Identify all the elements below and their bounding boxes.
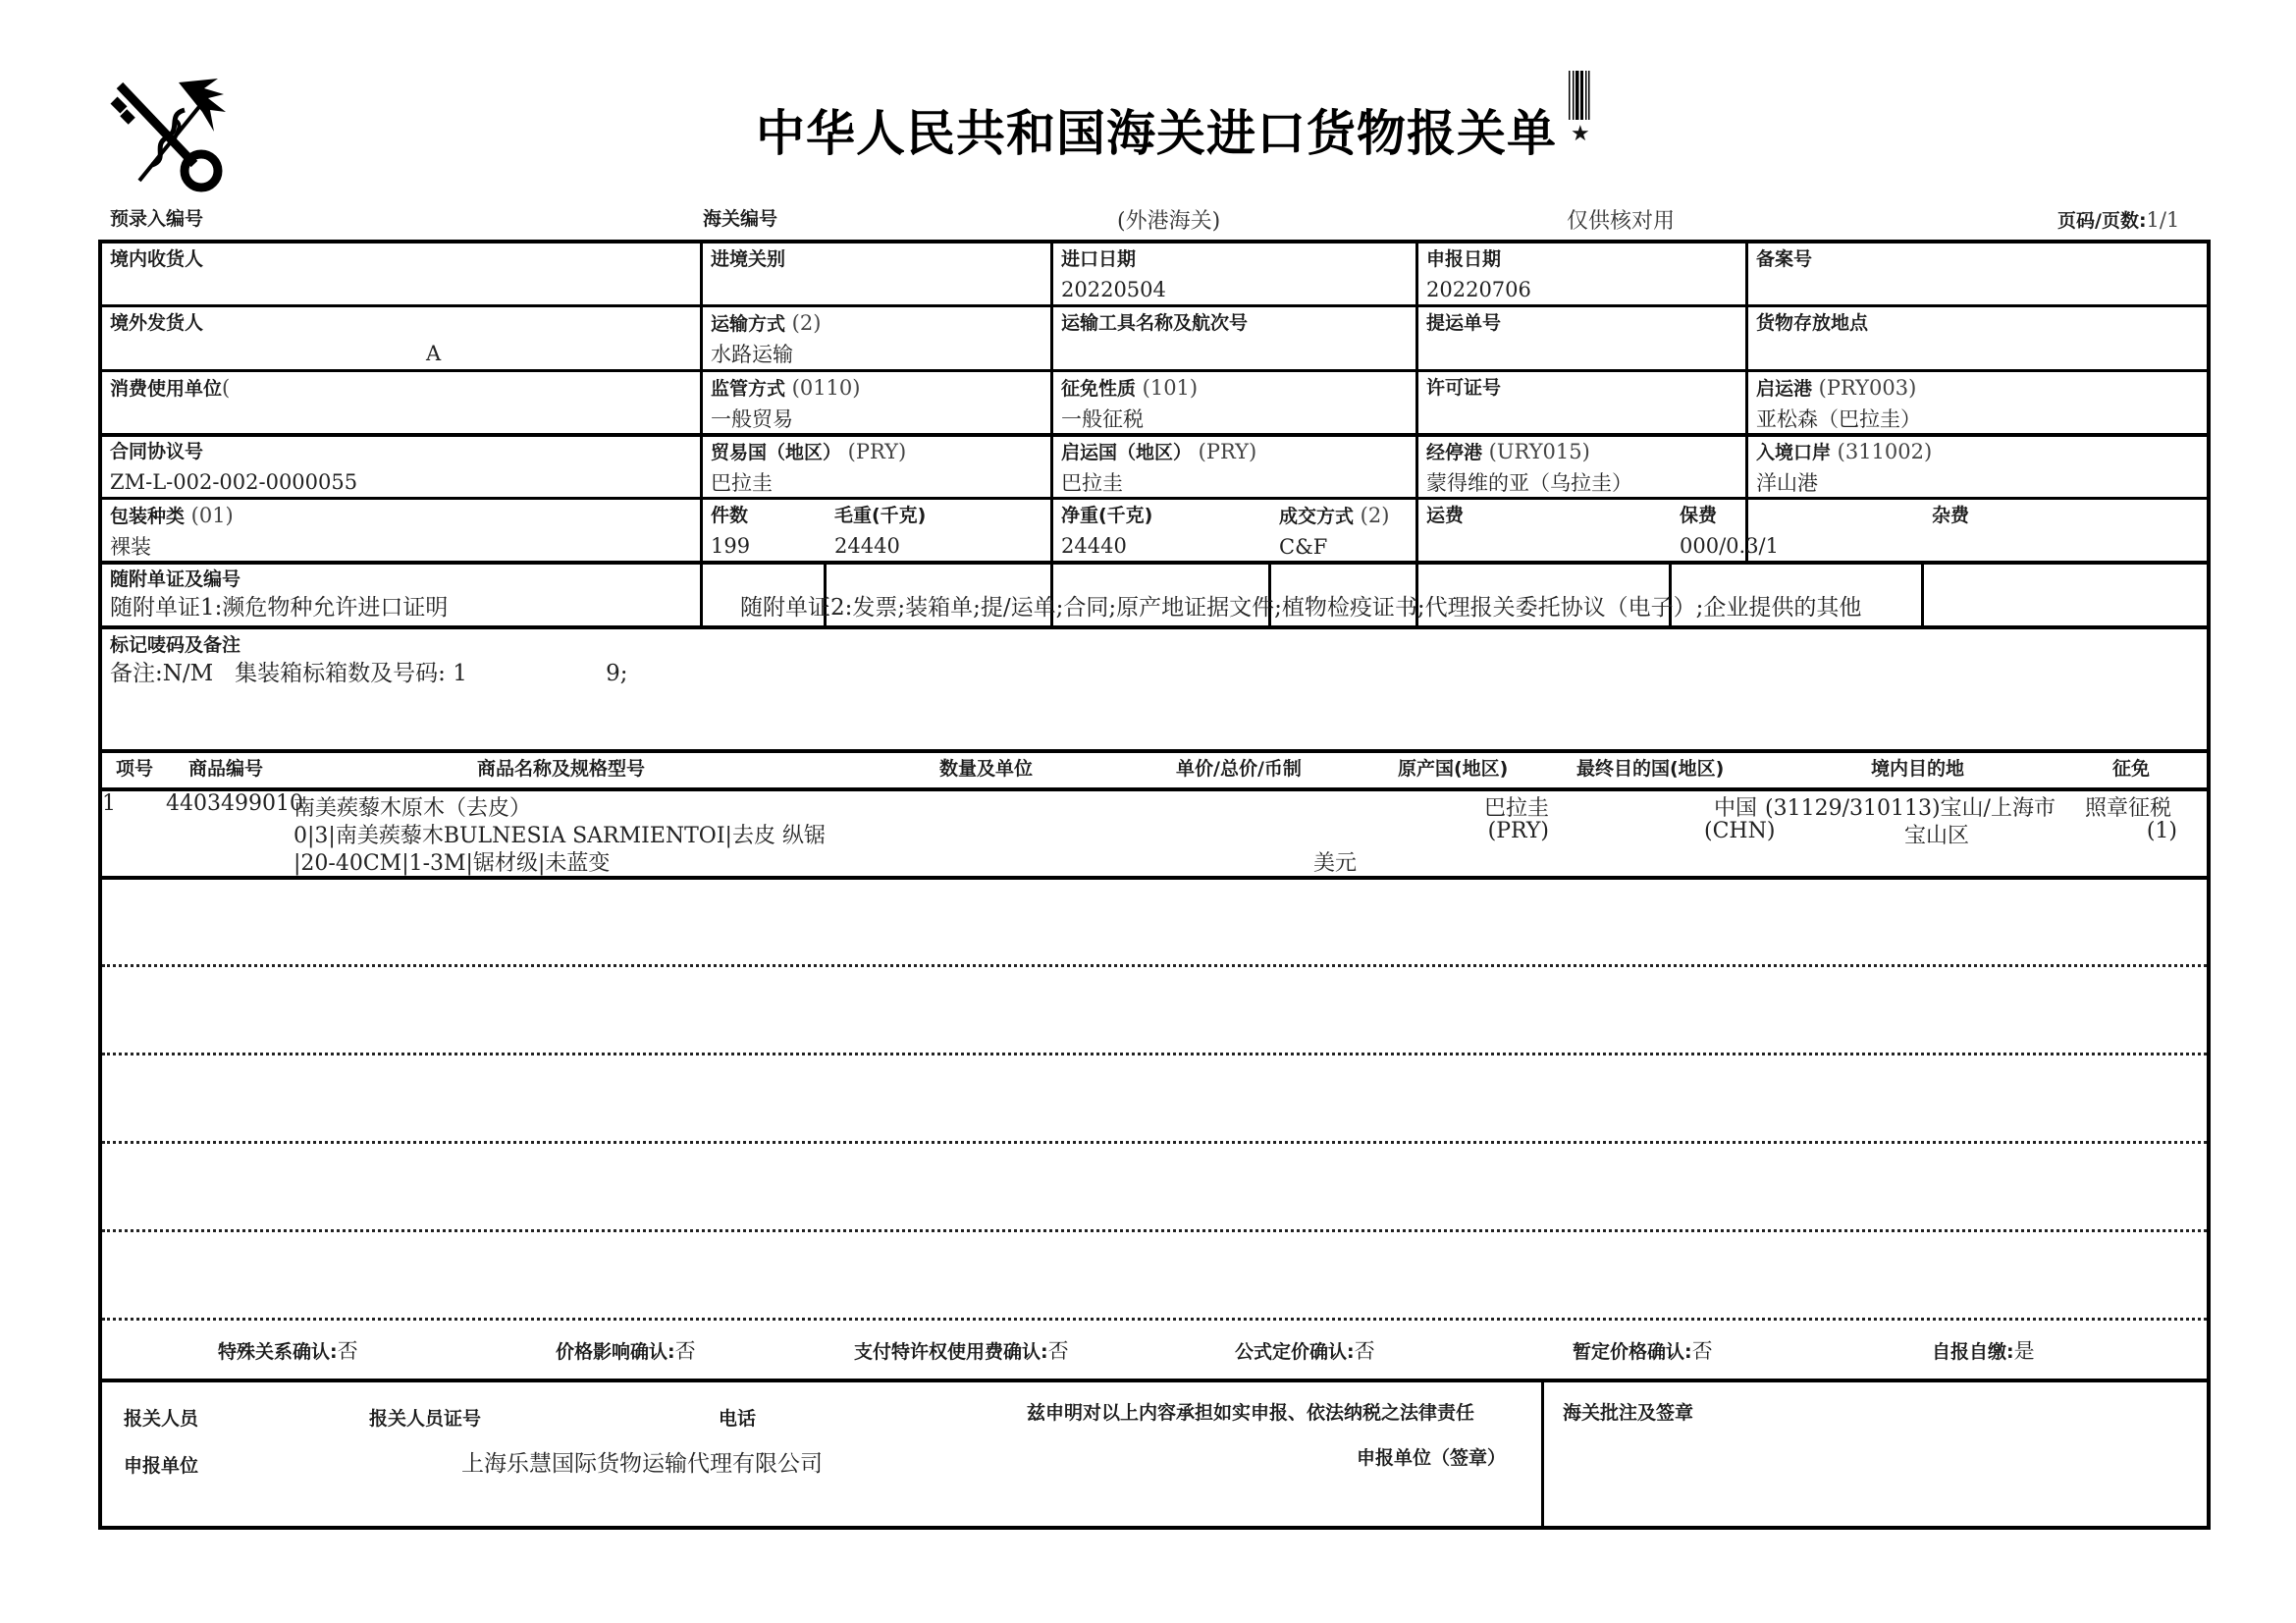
field-value: 巴拉圭 <box>1061 471 1123 495</box>
item-origin-code: (PRY) <box>1487 819 1549 843</box>
table-row-empty <box>102 1145 2207 1229</box>
item-levy-line1: 照章征税 <box>2085 796 2172 821</box>
field-label: 入境口岸 (311002) <box>1756 440 1933 463</box>
customs-office: (外港海关) <box>1117 209 1221 234</box>
field-label: 净重(千克) <box>1061 505 1153 526</box>
item-no: 1 <box>102 791 116 816</box>
field-label: 征免性质 (101) <box>1061 376 1199 400</box>
field-value: A <box>426 342 442 365</box>
field-label: 保费 <box>1680 505 1718 526</box>
field-contract-number <box>102 436 700 497</box>
field-label: 运输工具名称及航次号 <box>1061 312 1249 334</box>
field-label: 杂费 <box>1932 505 1970 526</box>
field-domestic-consignee <box>102 243 700 304</box>
field-value: 199 <box>711 534 751 558</box>
item-name-line3: |20-40CM|1-3M|锯材级|未蓝变 <box>294 851 611 876</box>
field-marks-remarks <box>102 629 2207 749</box>
field-deal-mode <box>1271 500 1415 561</box>
field-label: 货物存放地点 <box>1756 312 1869 334</box>
customs-approval-sign-label: 海关批注及签章 <box>1563 1402 1694 1424</box>
item-name-line2: 0|3|南美蒺藜木BULNESIA SARMIENTOI|去皮 纵锯 <box>294 824 826 848</box>
field-label: 合同协议号 <box>110 441 204 462</box>
field-label: 提运单号 <box>1426 312 1502 334</box>
field-label: 许可证号 <box>1426 377 1502 399</box>
declarant-label: 报关人员 <box>124 1408 199 1430</box>
document-1: 随附单证1:濒危物种允许进口证明 <box>110 595 449 621</box>
item-name-line1: 南美蒺藜木原木（去皮） <box>294 796 532 821</box>
pre-entry-number-label: 预录入编号 <box>110 208 204 230</box>
field-net-weight <box>1053 500 1268 561</box>
field-label: 境内收货人 <box>110 248 204 270</box>
col-price: 单价/总价/币制 <box>1176 758 1302 780</box>
col-goods-name: 商品名称及规格型号 <box>477 758 646 780</box>
col-levy: 征免 <box>2112 758 2151 780</box>
field-levy-nature <box>1053 372 1415 433</box>
field-license-number <box>1418 372 1745 433</box>
field-label: 毛重(千克) <box>834 505 927 526</box>
container-tail: 9; <box>606 661 628 686</box>
confirm-self-declare-pay: 自报自缴:是 <box>1932 1339 2035 1363</box>
confirm-royalty-payment: 支付特许权使用费确认:否 <box>854 1339 1069 1363</box>
page-indicator <box>2057 206 2179 233</box>
field-transit-port <box>1418 436 1745 497</box>
item-origin: 巴拉圭 <box>1483 796 1549 821</box>
field-overseas-shipper <box>102 307 700 369</box>
field-value: 水路运输 <box>711 343 793 366</box>
customs-number-label: 海关编号 <box>703 208 778 230</box>
phone-label: 电话 <box>719 1408 757 1430</box>
key-caduceus-icon <box>108 71 231 193</box>
declaring-unit-seal-label: 申报单位（签章） <box>1357 1447 1507 1469</box>
page-title: 中华人民共和国海关进口货物报关单 <box>756 105 1557 162</box>
legal-statement: 兹申明对以上内容承担如实申报、依法纳税之法律责任 <box>1027 1402 1475 1424</box>
item-hs-code: 4403499010 <box>166 791 303 816</box>
page-label: 页码/页数: <box>2057 210 2147 232</box>
field-label: 启运国（地区） (PRY) <box>1061 440 1257 463</box>
field-label: 消费使用单位( <box>110 376 231 400</box>
field-entry-port <box>703 243 1050 304</box>
item-levy-line2: (1) <box>2146 819 2177 843</box>
field-label: 备案号 <box>1756 248 1813 270</box>
table-row-empty <box>102 1233 2207 1318</box>
field-declare-date <box>1418 243 1745 304</box>
confirm-special-relation: 特殊关系确认:否 <box>218 1339 358 1363</box>
field-value: 20220706 <box>1426 278 1531 301</box>
field-vessel-voyage <box>1053 307 1415 369</box>
field-value: 蒙得维的亚（乌拉圭） <box>1426 471 1632 495</box>
field-label: 标记唛码及备注 <box>110 634 241 656</box>
item-dest-country-code: (CHN) <box>1704 819 1776 843</box>
for-check-only: 仅供核对用 <box>1567 209 1676 234</box>
field-consumer-unit <box>102 372 700 433</box>
field-gross-weight <box>827 500 1050 561</box>
field-value: 20220504 <box>1061 278 1166 301</box>
confirm-formula-pricing: 公式定价确认:否 <box>1235 1339 1375 1363</box>
field-label: 进境关别 <box>711 248 786 270</box>
table-row-empty <box>102 880 2207 964</box>
confirm-price-influence: 价格影响确认:否 <box>556 1339 696 1363</box>
table-row-empty <box>102 1056 2207 1141</box>
document-2: 随附单证2:发票;装箱单;提/运单;合同;原产地证据文件;植物检疫证书;代理报关委托协议（电子）;企业提供的其他 <box>740 595 1862 621</box>
customs-emblem-logo <box>108 71 231 193</box>
col-destination-country: 最终目的国(地区) <box>1576 758 1725 780</box>
field-label: 进口日期 <box>1061 248 1137 270</box>
field-trade-country <box>703 436 1050 497</box>
col-domestic-destination: 境内目的地 <box>1871 758 1965 780</box>
container-label: 集装箱标箱数及号码: <box>235 661 446 686</box>
field-label: 启运港 (PRY003) <box>1756 376 1917 400</box>
col-origin: 原产国(地区) <box>1398 758 1509 780</box>
field-value: 一般征税 <box>1061 407 1144 431</box>
field-value: ZM-L-002-002-0000055 <box>110 470 358 494</box>
field-label: 经停港 (URY015) <box>1426 440 1590 463</box>
item-domestic-dest-line1: (31129/310113)宝山/上海市 <box>1765 796 2056 821</box>
declaring-unit-value: 上海乐慧国际货物运输代理有限公司 <box>461 1451 823 1477</box>
field-label: 运输方式 (2) <box>711 311 822 335</box>
field-misc-fee <box>1924 500 2207 561</box>
field-value: C&F <box>1279 535 1328 559</box>
remark-text: 备注:N/M <box>110 661 214 686</box>
declaring-unit-label: 申报单位 <box>124 1455 199 1477</box>
field-entry-place <box>1748 436 2207 497</box>
field-value: 一般贸易 <box>711 407 793 431</box>
declarant-cert-label: 报关人员证号 <box>369 1408 482 1430</box>
field-value: 洋山港 <box>1756 471 1818 495</box>
field-label: 监管方式 (0110) <box>711 376 861 400</box>
col-hs-code: 商品编号 <box>188 758 264 780</box>
barcode-icon <box>1567 71 1592 120</box>
col-quantity: 数量及单位 <box>939 758 1034 780</box>
field-storage-location <box>1748 307 2207 369</box>
item-currency: 美元 <box>1313 851 1358 876</box>
field-value: 000/0.3/1 <box>1680 534 1779 558</box>
item-dest-country: 中国 <box>1713 796 1757 821</box>
field-value: 亚松森（巴拉圭） <box>1756 407 1921 431</box>
page-value: 1/1 <box>2146 208 2180 232</box>
confirm-provisional-price: 暂定价格确认:否 <box>1573 1339 1713 1363</box>
field-label: 境外发货人 <box>110 312 204 334</box>
field-record-number <box>1748 243 2207 304</box>
field-departure-port <box>1748 372 2207 433</box>
field-departure-country <box>1053 436 1415 497</box>
field-label: 贸易国（地区） (PRY) <box>711 440 907 463</box>
field-value: 24440 <box>834 534 900 558</box>
field-insurance <box>1672 500 1921 561</box>
table-row-empty <box>102 968 2207 1053</box>
field-transport-mode <box>703 307 1050 369</box>
col-item-no: 项号 <box>116 758 154 780</box>
item-domestic-dest-line2: 宝山区 <box>1903 824 1969 848</box>
field-package-type <box>102 500 700 561</box>
field-label: 包装种类 (01) <box>110 504 234 527</box>
field-value: 巴拉圭 <box>711 471 773 495</box>
field-bill-of-lading <box>1418 307 1745 369</box>
star-icon: ★ <box>1571 122 1590 146</box>
field-label: 随附单证及编号 <box>110 568 241 590</box>
container-count: 1 <box>453 661 467 686</box>
field-label: 申报日期 <box>1426 248 1502 270</box>
field-label: 成交方式 (2) <box>1279 504 1390 527</box>
field-value: 24440 <box>1061 534 1127 558</box>
field-label: 运费 <box>1426 505 1465 526</box>
field-label: 件数 <box>711 505 749 526</box>
field-pieces <box>703 500 824 561</box>
field-freight <box>1418 500 1669 561</box>
remarks-value <box>110 660 2199 687</box>
field-supervision-mode <box>703 372 1050 433</box>
field-import-date <box>1053 243 1415 304</box>
field-value: 裸装 <box>110 535 151 559</box>
field-attached-documents <box>102 564 2207 625</box>
